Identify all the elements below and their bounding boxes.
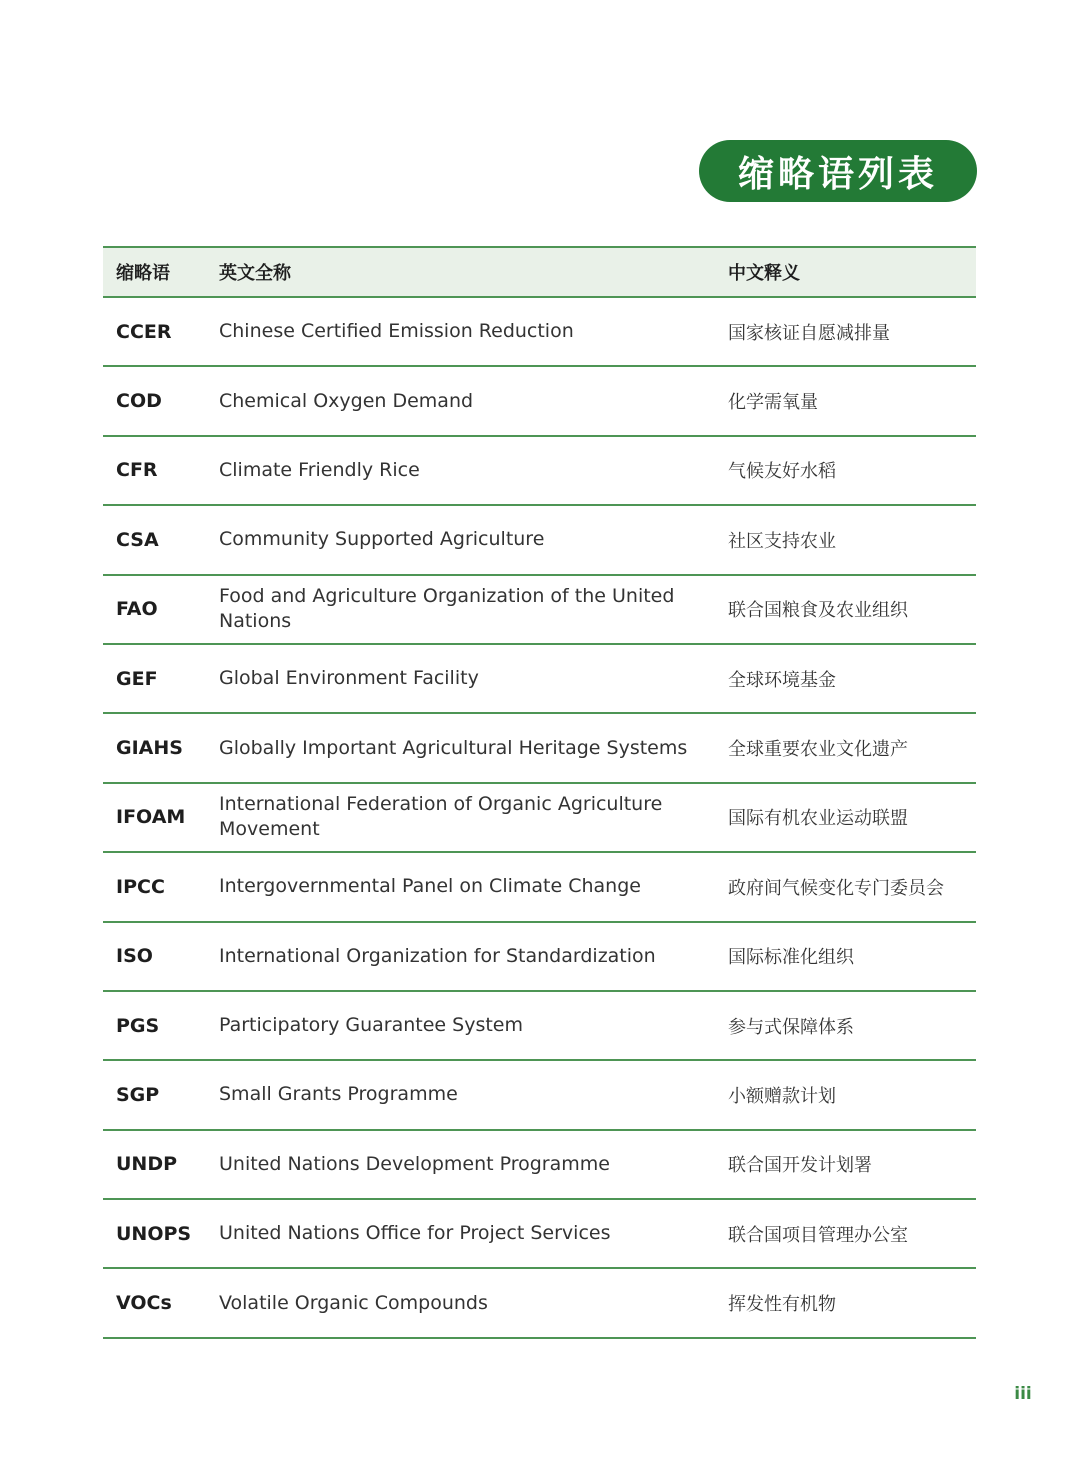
- row-english: International Federation of Organic Agriculture Movement: [219, 793, 663, 841]
- row-abbr: COD: [116, 390, 162, 413]
- row-chinese: 参与式保障体系: [728, 1016, 854, 1038]
- row-english: Intergovernmental Panel on Climate Change: [219, 875, 641, 898]
- row-chinese: 政府间气候变化专门委员会: [728, 877, 944, 899]
- row-abbr: PGS: [116, 1014, 160, 1037]
- row-chinese: 全球重要农业文化遗产: [728, 739, 908, 761]
- table-row: [103, 853, 976, 922]
- row-chinese: 联合国粮食及农业组织: [728, 600, 908, 622]
- table-row: [103, 1131, 976, 1200]
- row-abbr: CSA: [116, 528, 159, 551]
- row-english: Globally Important Agricultural Heritage Systems: [219, 736, 688, 759]
- table-row: [103, 576, 976, 645]
- row-chinese: 联合国项目管理办公室: [728, 1224, 908, 1246]
- table-row: [103, 298, 976, 367]
- row-abbr: FAO: [116, 598, 158, 621]
- row-english: Global Environment Facility: [219, 667, 479, 690]
- row-chinese: 国家核证自愿减排量: [728, 322, 890, 344]
- row-english: Chinese Certified Emission Reduction: [219, 320, 574, 343]
- table-row: [103, 1061, 976, 1130]
- row-chinese: 社区支持农业: [728, 530, 836, 552]
- row-abbr: CFR: [116, 459, 158, 482]
- table-row: [103, 1269, 976, 1338]
- row-abbr: CCER: [116, 320, 172, 343]
- abbreviation-table: [103, 246, 976, 1339]
- table-row: [103, 992, 976, 1061]
- row-abbr: UNOPS: [116, 1222, 192, 1245]
- row-chinese: 小额赠款计划: [728, 1085, 836, 1107]
- row-english: Chemical Oxygen Demand: [219, 389, 474, 412]
- row-chinese: 国际有机农业运动联盟: [728, 808, 908, 830]
- header-chinese: 中文释义: [728, 263, 800, 284]
- row-english: Volatile Organic Compounds: [219, 1291, 488, 1314]
- page-title: 缩略语列表: [699, 140, 977, 202]
- row-abbr: SGP: [116, 1083, 160, 1106]
- table-header: [103, 246, 976, 298]
- row-english: Community Supported Agriculture: [219, 528, 545, 551]
- row-chinese: 全球环境基金: [728, 669, 836, 691]
- table-row: [103, 437, 976, 506]
- header-abbr: 缩略语: [116, 263, 170, 284]
- row-english: Food and Agriculture Organization of the United Nations: [219, 585, 675, 633]
- row-abbr: IPCC: [116, 875, 165, 898]
- row-chinese: 化学需氧量: [728, 392, 818, 414]
- table-row: [103, 367, 976, 436]
- row-english: United Nations Office for Project Services: [219, 1222, 611, 1245]
- table-row: [103, 1200, 976, 1269]
- row-chinese: 国际标准化组织: [728, 947, 854, 969]
- row-english: Climate Friendly Rice: [219, 458, 420, 481]
- table-row: [103, 506, 976, 575]
- page-number: iii: [1014, 1384, 1032, 1404]
- row-english: International Organization for Standardization: [219, 944, 656, 967]
- row-abbr: GIAHS: [116, 737, 183, 760]
- row-chinese: 气候友好水稻: [728, 461, 836, 483]
- row-english: Small Grants Programme: [219, 1083, 458, 1106]
- row-abbr: UNDP: [116, 1153, 178, 1176]
- row-chinese: 联合国开发计划署: [728, 1155, 872, 1177]
- row-english: United Nations Development Programme: [219, 1152, 610, 1175]
- row-english: Participatory Guarantee System: [219, 1014, 524, 1037]
- table-row: [103, 714, 976, 783]
- table-row: [103, 923, 976, 992]
- row-abbr: VOCs: [116, 1292, 172, 1315]
- table-row: [103, 784, 976, 853]
- row-abbr: GEF: [116, 667, 158, 690]
- table-row: [103, 645, 976, 714]
- row-abbr: ISO: [116, 945, 153, 968]
- header-english: 英文全称: [219, 263, 291, 284]
- row-abbr: IFOAM: [116, 806, 186, 829]
- row-chinese: 挥发性有机物: [728, 1294, 836, 1316]
